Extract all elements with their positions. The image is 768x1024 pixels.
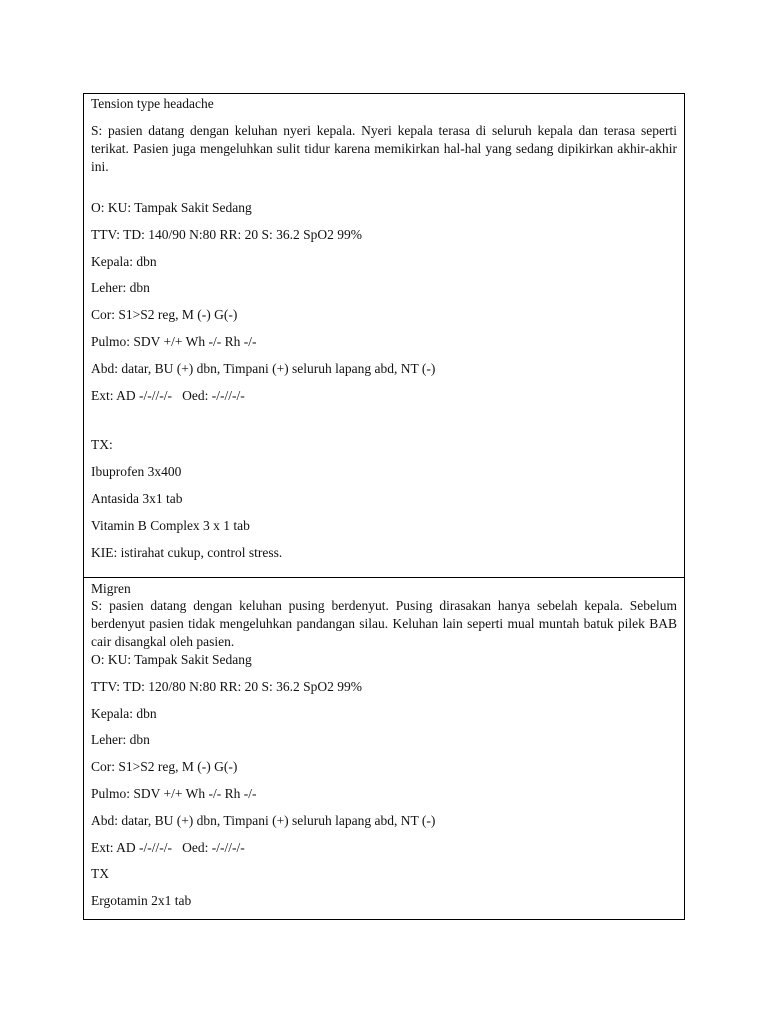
objective-line: Ext: AD -/-//-/- Oed: -/-//-/-	[91, 387, 245, 403]
objective-line: Pulmo: SDV +/+ Wh -/- Rh -/-	[91, 785, 257, 801]
objective-line: Abd: datar, BU (+) dbn, Timpani (+) seluruh lapang abd, NT (-)	[91, 360, 436, 376]
case-row-tension-headache	[84, 94, 685, 578]
case-cell-tension-headache	[84, 94, 685, 578]
case-title: Tension type headache	[91, 96, 214, 111]
therapy-line: Vitamin B Complex 3 x 1 tab	[91, 517, 250, 533]
objective-line: Leher: dbn	[91, 280, 150, 296]
subjective-paragraph: S: pasien datang dengan keluhan nyeri kepala. Nyeri kepala terasa di seluruh kepala dan terasa seperti terikat. Pasien juga mengeluhkan sulit tidur karena memikirkan hal-hal yang sedang dipikirkan akhir-akhir ini.	[91, 123, 677, 174]
objective-line: O: KU: Tampak Sakit Sedang	[91, 200, 252, 215]
objective-line: Pulmo: SDV +/+ Wh -/- Rh -/-	[91, 333, 257, 349]
case-cell-migraine	[84, 578, 685, 920]
therapy-line: KIE: istirahat cukup, control stress.	[91, 544, 283, 560]
objective-line: Kepala: dbn	[91, 253, 157, 269]
therapy-heading: TX	[91, 866, 109, 882]
case-row-migraine	[84, 578, 685, 920]
objective-line: O: KU: Tampak Sakit Sedang	[91, 652, 252, 667]
therapy-line: Antasida 3x1 tab	[91, 490, 183, 506]
case-table	[83, 93, 685, 920]
objective-line: Abd: datar, BU (+) dbn, Timpani (+) seluruh lapang abd, NT (-)	[91, 812, 436, 828]
objective-line: TTV: TD: 120/80 N:80 RR: 20 S: 36.2 SpO2 99%	[91, 678, 363, 694]
case-title: Migren	[91, 581, 131, 596]
therapy-heading: TX:	[91, 437, 113, 453]
objective-line: Kepala: dbn	[91, 705, 157, 721]
objective-line: Leher: dbn	[91, 732, 150, 748]
section-spacer	[91, 413, 677, 436]
objective-line: Cor: S1>S2 reg, M (-) G(-)	[91, 759, 238, 775]
therapy-line: Ergotamin 2x1 tab	[91, 893, 192, 909]
therapy-line: Ibuprofen 3x400	[91, 464, 182, 480]
objective-line: TTV: TD: 140/90 N:80 RR: 20 S: 36.2 SpO2 99%	[91, 226, 363, 242]
objective-line: Ext: AD -/-//-/- Oed: -/-//-/-	[91, 839, 245, 855]
objective-line: Cor: S1>S2 reg, M (-) G(-)	[91, 307, 238, 323]
subjective-paragraph: S: pasien datang dengan keluhan pusing berdenyut. Pusing dirasakan hanya sebelah kepala. Sebelum berdenyut pasien tidak mengeluhkan pandangan silau. Keluhan lain seperti mual muntah batuk pilek BAB cair disangkal oleh pasien.	[91, 598, 677, 649]
